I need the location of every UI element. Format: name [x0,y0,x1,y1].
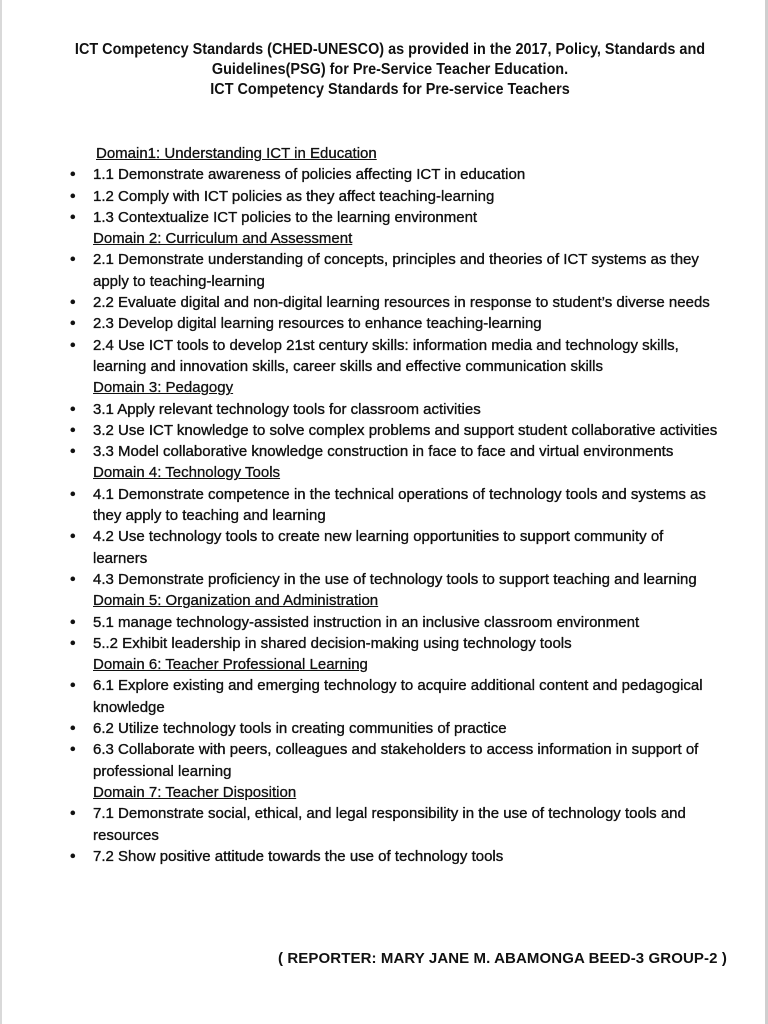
bullet-icon: • [70,421,76,439]
competency-item-7-2: • 7.2 Show positive attitude towards the use of technology tools [60,846,720,867]
domain-heading-5: Domain 5: Organization and Administration [93,592,379,610]
competency-item-3-1: • 3.1 Apply relevant technology tools for classroom activities [60,399,720,420]
competency-item-4-1: • 4.1 Demonstrate competence in the technical operations of technology tools and systems as they apply to teaching and learning [70,485,706,525]
bullet-icon: • [70,847,76,865]
header-line-1: ICT Competency Standards (CHED-UNESCO) as provided in the 2017, Policy, Standards and [74,41,706,58]
bullet-icon: • [70,251,76,269]
competency-item-4-3: • 4.3 Demonstrate proficiency in the use of technology tools to support teaching and learning [60,569,720,590]
competency-item-7-1: • 7.1 Demonstrate social, ethical, and legal responsibility in the use of technology tools and resources [70,805,686,844]
reporter-credit: ( REPORTER: MARY JANE M. ABAMONGA BEED-3 GROUP-2 ) [278,950,727,967]
bullet-icon: • [70,528,76,546]
competency-item-1-1: • 1.1 Demonstrate awareness of policies affecting ICT in education [60,164,720,185]
bullet-icon: • [70,336,76,354]
bullet-icon: • [70,400,76,418]
competency-item-3-2: • 3.2 Use ICT knowledge to solve complex problems and support student collaborative activities [60,420,720,441]
bullet-icon: • [70,741,76,759]
bullet-icon: • [70,208,76,226]
bullet-icon: • [70,485,76,503]
bullet-icon: • [70,720,76,738]
competency-item-4-2: • 4.2 Use technology tools to create new learning opportunities to support community of learners [70,528,664,567]
bullet-icon: • [70,315,76,333]
document-header [65,40,716,100]
competency-item-2-3: • 2.3 Develop digital learning resources to enhance teaching-learning [60,313,720,334]
competency-item-2-2: • 2.2 Evaluate digital and non-digital learning resources in response to student’s diverse needs [60,292,720,313]
competency-item-1-3: • 1.3 Contextualize ICT policies to the learning environment [60,207,720,228]
domain-heading-2: Domain 2: Curriculum and Assessment [93,230,353,248]
competency-item-2-1: • 2.1 Demonstrate understanding of concepts, principles and theories of ICT systems as they apply to teaching-learning [70,251,699,290]
competency-item-5-2: • 5..2 Exhibit leadership in shared decision-making using technology tools [60,633,720,654]
domain-heading-3: Domain 3: Pedagogy [93,379,234,397]
bullet-icon: • [70,634,76,652]
header-line-2: Guidelines(PSG) for Pre-Service Teacher Education. [211,61,569,78]
bullet-icon: • [70,570,76,588]
bullet-icon: • [70,805,76,823]
competency-item-6-1: • 6.1 Explore existing and emerging technology to acquire additional content and pedagogical knowledge [70,677,703,716]
competency-item-5-1: • 5.1 manage technology-assisted instruction in an inclusive classroom environment [60,612,720,633]
page-edge-left [0,0,2,1024]
header-line-3: ICT Competency Standards for Pre-service Teachers [210,81,570,98]
competency-item-2-4: • 2.4 Use ICT tools to develop 21st century skills: information media and technology skills, learning and innovation skills, career skills and effective communication skills [70,336,679,375]
domain-heading-1: Domain1: Understanding ICT in Education [96,145,377,162]
competency-item-6-3: • 6.3 Collaborate with peers, colleagues and stakeholders to access information in support of professional learning [70,741,699,780]
document-body [60,143,720,867]
competency-item-6-2: • 6.2 Utilize technology tools in creating communities of practice [60,718,720,739]
bullet-icon: • [70,166,76,184]
bullet-icon: • [70,187,76,205]
competency-item-3-3: • 3.3 Model collaborative knowledge construction in face to face and virtual environments [60,441,720,462]
bullet-icon: • [70,677,76,695]
domain-heading-4: Domain 4: Technology Tools [93,464,281,482]
domain-heading-6: Domain 6: Teacher Professional Learning [93,656,368,674]
competency-item-1-2: • 1.2 Comply with ICT policies as they affect teaching-learning [60,186,720,207]
domain-heading-7: Domain 7: Teacher Disposition [93,783,297,801]
bullet-icon: • [70,294,76,312]
bullet-icon: • [70,613,76,631]
bullet-icon: • [70,443,76,461]
